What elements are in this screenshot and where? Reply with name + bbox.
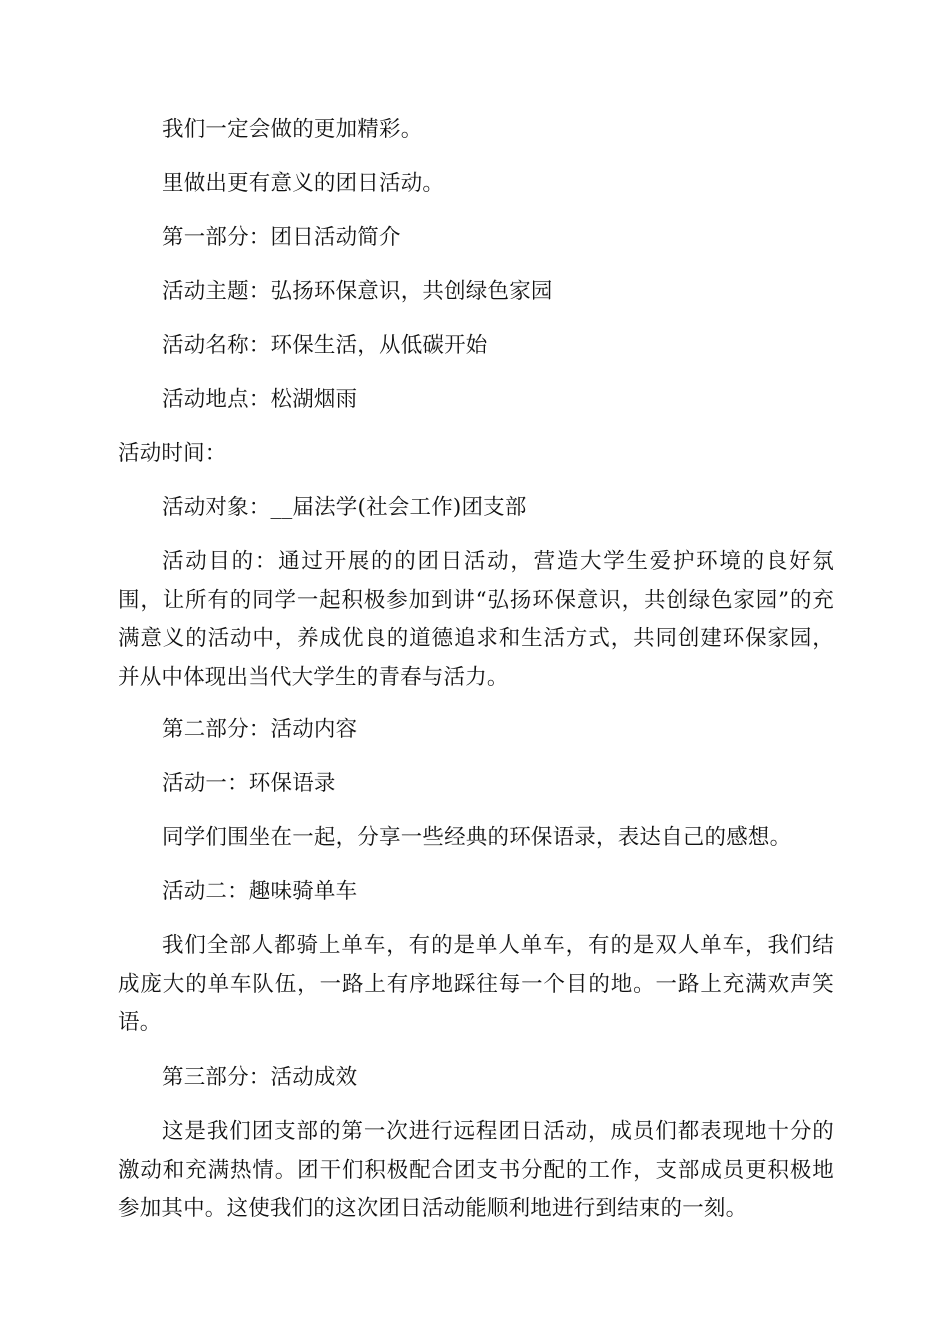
text-line: 我们一定会做的更加精彩。 <box>162 117 423 142</box>
activity-target: 活动对象：__届法学(社会工作)团支部 <box>162 495 527 520</box>
section-heading: 第一部分：团日活动简介 <box>162 225 401 250</box>
paragraph: 我们全部人都骑上单车，有的是单人单车，有的是双人单车，我们结成庞大的单车队伍，一路上有序地踩往每一个目的地。一路上充满欢声笑语。 <box>118 933 834 1035</box>
text-line: 同学们围坐在一起，分享一些经典的环保语录，表达自己的感想。 <box>162 825 792 850</box>
activity-time: 活动时间： <box>118 441 227 466</box>
activity-name: 活动名称：环保生活，从低碳开始 <box>162 333 488 358</box>
activity-purpose-paragraph: 活动目的：通过开展的的团日活动，营造大学生爱护环境的良好氛围，让所有的同学一起积极参加到讲“弘扬环保意识，共创绿色家园”的充满意义的活动中，养成优良的道德追求和生活方式，共同创建环保家园，并从中体现出当代大学生的青春与活力。 <box>118 549 834 690</box>
activity-heading: 活动一：环保语录 <box>162 771 336 796</box>
text-line: 里做出更有意义的团日活动。 <box>162 171 445 196</box>
section-heading: 第二部分：活动内容 <box>162 717 358 742</box>
activity-heading: 活动二：趣味骑单车 <box>162 879 358 904</box>
activity-theme: 活动主题：弘扬环保意识，共创绿色家园 <box>162 279 553 304</box>
section-heading: 第三部分：活动成效 <box>162 1065 358 1090</box>
paragraph: 这是我们团支部的第一次进行远程团日活动，成员们都表现地十分的激动和充满热情。团干们积极配合团支书分配的工作，支部成员更积极地参加其中。这使我们的这次团日活动能顺利地进行到结束的一刻。 <box>118 1119 834 1221</box>
activity-location: 活动地点：松湖烟雨 <box>162 387 358 412</box>
